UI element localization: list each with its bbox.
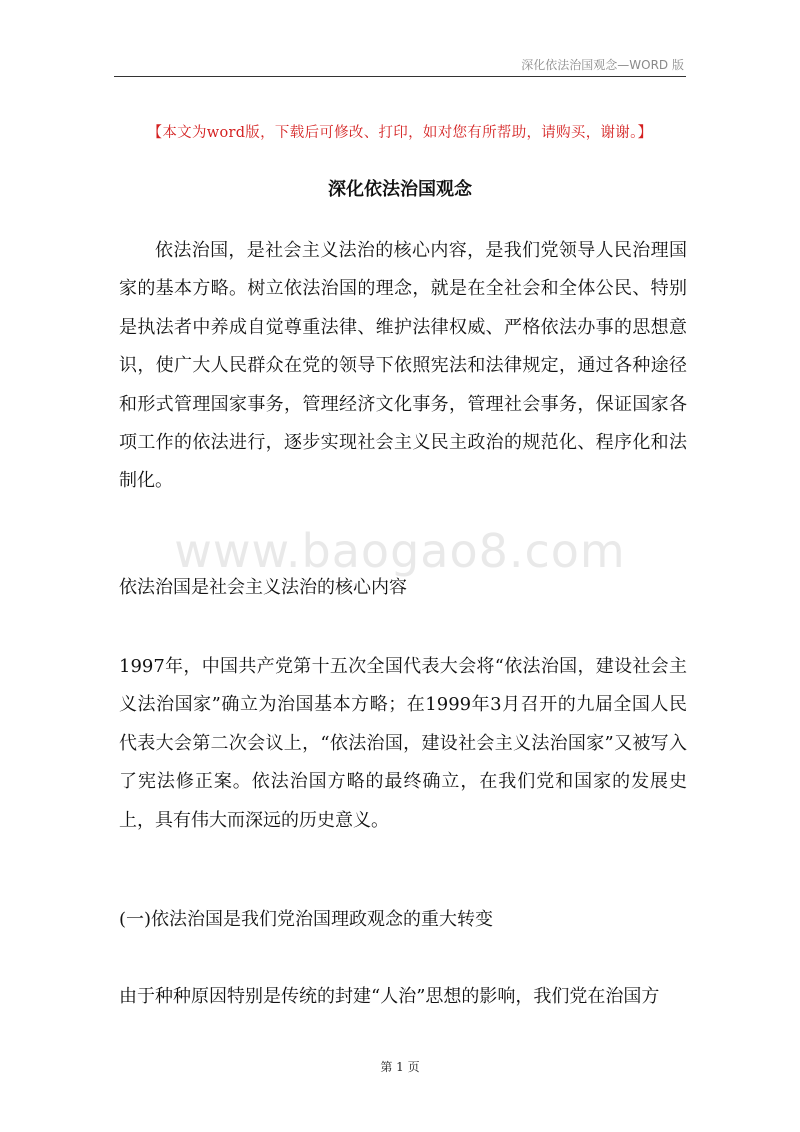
page-number: 第 1 页	[380, 1060, 420, 1074]
purchase-notice: 【本文为word版，下载后可修改、打印，如对您有所帮助，请购买，谢谢。】	[147, 125, 653, 141]
document-title: 深化依法治国观念	[328, 179, 472, 200]
header-divider	[114, 76, 686, 77]
intro-paragraph: 依法治国，是社会主义法治的核心内容，是我们党领导人民治理国家的基本方略。树立依法治国的理念，就是在全社会和全体公民、特别是执法者中养成自觉尊重法律、维护法律权威、严格依法办事的思想意识，使广大人民群众在党的领导下依照宪法和法律规定，通过各种途径和形式管理国家事务，管理经济文化事务，管理社会事务，保证国家各项工作的依法进行，逐步实现社会主义民主政治的规范化、程序化和法制化。	[119, 240, 687, 492]
body-paragraph-continued: 由于种种原因特别是传统的封建“人治”思想的影响，我们党在治国方	[119, 986, 660, 1007]
section-heading: 依法治国是社会主义法治的核心内容	[119, 577, 407, 598]
running-header: 深化依法治国观念—WORD 版	[521, 58, 684, 72]
body-paragraph: 1997年，中国共产党第十五次全国代表大会将“依法治国，建设社会主义法治国家”确立为治国基本方略；在1999年3月召开的九届全国人民代表大会第二次会议上，“依法治国，建设社会主义法治国家”又被写入了宪法修正案。依法治国方略的最终确立，在我们党和国家的发展史上，具有伟大而深远的历史意义。	[119, 656, 687, 831]
watermark: www.baogao8.com	[174, 524, 626, 578]
subsection-heading: (一)依法治国是我们党治国理政观念的重大转变	[119, 909, 494, 930]
